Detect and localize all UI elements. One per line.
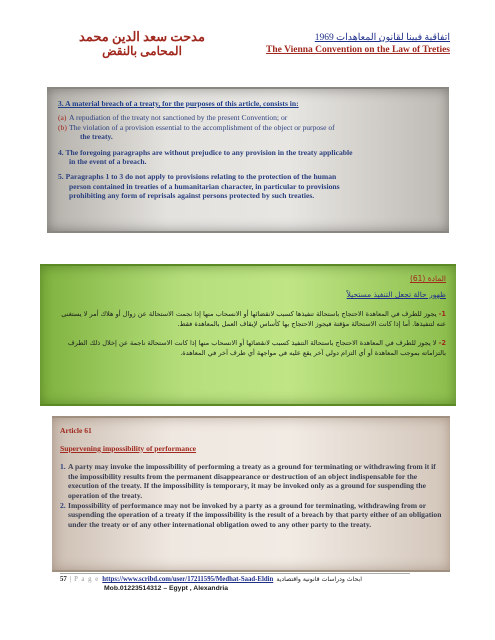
paragraph-5-continuation: person contained in treaties of a humanitarian character, in particular to provisions <box>69 181 340 191</box>
convention-title-arabic: اتفاقية فيينا لقانون المعاهدات 1969 <box>314 33 450 43</box>
convention-title-block <box>250 32 450 57</box>
footer-separator: | <box>69 576 72 583</box>
paragraph-3-intro: 3. A material breach of a treaty, for the purposes of this article, consists in: <box>58 99 299 108</box>
author-block <box>62 30 222 58</box>
paragraph-number: 2- <box>438 339 446 348</box>
author-title: المحامى بالنقض <box>102 44 182 58</box>
paragraph-5-continuation: prohibiting any form of reprisals against persons protected by such treaties. <box>69 191 315 201</box>
item-text: The violation of a provision essential to the accomplishment of the object or purpose of <box>69 122 335 132</box>
article-paragraph <box>60 501 442 530</box>
item-label: (a) <box>58 113 67 123</box>
page-footer <box>60 575 460 593</box>
article-heading: Article 61 <box>60 426 92 435</box>
article-61-arabic-box <box>40 264 456 406</box>
article-subtitle: ظهور حالة تجعل التنفيذ مستحيلاً <box>346 290 446 299</box>
article-paragraph <box>50 339 446 358</box>
footer-arabic-note: ابحاث ودراسات قانونية واقتصادية <box>276 576 362 583</box>
paragraph-5: 5. Paragraphs 1 to 3 do not apply to provisions relating to the protection of the human <box>58 172 337 182</box>
paragraph-number: 1- <box>438 310 446 318</box>
page-label: P a g e <box>74 576 100 583</box>
page-number: 57 <box>60 576 67 583</box>
paragraph-text: لا يجوز للطرف في المعاهدة الاحتجاج باستحالة التنفيذ كسبب لانقضائها أو الانسحاب منها إذا كانت الاستحالة ناجمة عن إخلال ذلك الطرف بالتزاماته بموجب المعاهدة أو أي التزام دولي آخر يقع عليه في مواجهة أي طرف آخر في المعاهدة. <box>67 339 446 357</box>
article-paragraph <box>50 310 446 329</box>
paragraph-4-continuation: in the event of a breach. <box>69 157 147 167</box>
author-name: مدحت سعد الدين محمد <box>79 29 205 44</box>
paragraph-text: Impossibility of performance may not be invoked by a party as a ground for terminating, withdrawing from or suspending the operation of a treaty if the impossibility is the result of a breach by that party either of an obligation under the treaty or of any other international obligation owed to any other party to the treaty. <box>68 500 442 529</box>
footer-contact: Mob.01223514312 – Egypt , Alexandria <box>104 585 229 592</box>
paragraph-text: A party may invoke the impossibility of performing a treaty as a ground for terminating or withdrawing from it if the impossibility results from the permanent disappearance or destruction of an object indispensable for the execution of the treaty. If the impossibility is temporary, it may be invoked only as a ground for suspending the operation of the treaty. <box>68 462 436 500</box>
item-label: (b) <box>58 122 67 132</box>
list-item <box>58 123 438 132</box>
article-paragraph <box>60 462 442 500</box>
footer-divider <box>60 573 410 574</box>
article-heading: المادة (61) <box>409 274 446 283</box>
paragraph-number: 2. <box>60 500 66 510</box>
paragraph-4: 4. The foregoing paragraphs are without prejudice to any provision in the treaty applicable <box>58 147 353 157</box>
article-61-english-box <box>52 416 450 572</box>
convention-title-english: The Vienna Convention on the Law of Treties <box>266 45 450 55</box>
article-60-continuation-box <box>47 87 449 233</box>
article-subtitle: Supervening impossibility of performance <box>60 443 197 453</box>
item-text-continuation: the treaty. <box>80 132 113 142</box>
paragraph-text: يجوز للطرف في المعاهدة الاحتجاج باستحالة تنفيذها كسبب لانقضائها أو الانسحاب منها إذا نجمت الاستحالة عن زوال أو هلاك أمر لا يستغنى عنه لتنفيذها. أما إذا كانت الاستحالة مؤقتة فيجوز الاحتجاج بها كأساس لإيقاف العمل بالمعاهدة فقط. <box>61 310 446 328</box>
author-profile-link[interactable]: https://www.scribd.com/user/17211595/Medhat-Saad-Eldin <box>102 576 274 583</box>
paragraph-number: 1. <box>60 462 66 472</box>
list-item <box>58 113 438 122</box>
item-text: A repudiation of the treaty not sanctioned by the present Convention; or <box>69 113 288 123</box>
